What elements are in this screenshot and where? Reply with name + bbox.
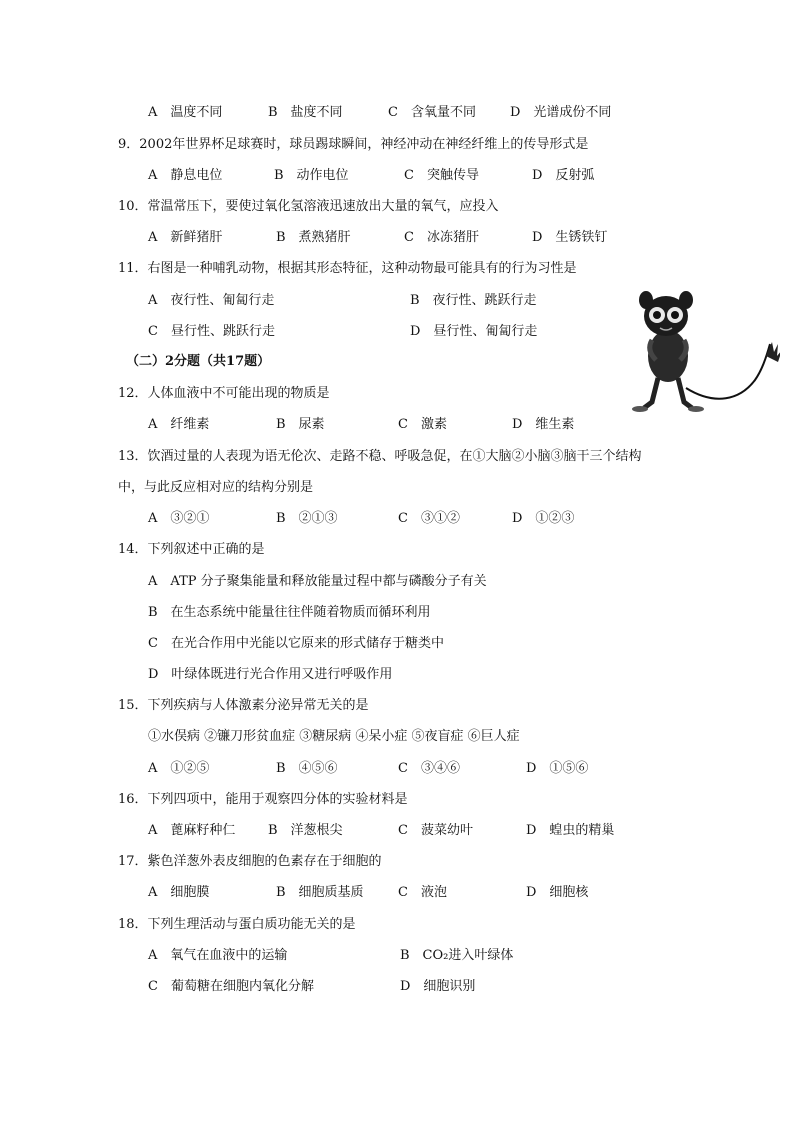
q8-option-d: D 光谱成份不同 [510,105,612,120]
q17-option-d: D 细胞核 [526,885,589,900]
q9-option-b: B 动作电位 [274,168,349,183]
mammal-figure-illustration [630,288,780,416]
q13-option-d: D ①②③ [512,511,575,526]
q9-option-c: C 突触传导 [404,168,479,183]
q13-option-a: A ③②① [148,511,210,526]
q18-stem: 18．下列生理活动与蛋白质功能无关的是 [118,917,356,932]
q14-stem: 14．下列叙述中正确的是 [118,542,265,557]
q17-option-b: B 细胞质基质 [276,885,364,900]
q16-option-a: A 蓖麻籽种仁 [148,823,236,838]
q16-option-b: B 洋葱根尖 [268,823,343,838]
q11-option-a: A 夜行性、匍匐行走 [148,293,275,308]
q10-option-b: B 煮熟猪肝 [276,230,351,245]
q17-option-a: A 细胞膜 [148,885,210,900]
q14-option-d: D 叶绿体既进行光合作用又进行呼吸作用 [148,667,393,682]
q12-option-b: B 尿素 [276,417,325,432]
q13-stem-line1: 13．饮酒过量的人表现为语无伦次、走路不稳、呼吸急促，在①大脑②小脑③脑干三个结构 [118,449,642,464]
q10-option-a: A 新鲜猪肝 [148,230,223,245]
q15-option-d: D ①⑤⑥ [526,761,589,776]
q17-stem: 17．紫色洋葱外表皮细胞的色素存在于细胞的 [118,854,382,869]
q9-option-d: D 反射弧 [532,168,595,183]
q15-stem: 15．下列疾病与人体激素分泌异常无关的是 [118,698,369,713]
q14-option-a: A ATP 分子聚集能量和释放能量过程中都与磷酸分子有关 [148,574,487,589]
q13-stem-line2: 中，与此反应相对应的结构分别是 [118,480,314,495]
q14-option-c: C 在光合作用中光能以它原来的形式储存于糖类中 [148,636,444,651]
q9-stem: 9．2002年世界杯足球赛时，球员踢球瞬间，神经冲动在神经纤维上的传导形式是 [118,137,589,152]
q10-option-d: D 生锈铁钉 [532,230,608,245]
q13-option-b: B ②①③ [276,511,338,526]
q10-stem: 10．常温常压下，要使过氧化氢溶液迅速放出大量的氧气，应投入 [118,199,499,214]
q11-stem: 11．右图是一种哺乳动物，根据其形态特征，这种动物最可能具有的行为习性是 [118,261,577,276]
q8-option-c: C 含氧量不同 [388,105,476,120]
q10-option-c: C 冰冻猪肝 [404,230,479,245]
q11-option-b: B 夜行性、跳跃行走 [410,293,537,308]
q11-option-c: C 昼行性、跳跃行走 [148,324,275,339]
q18-option-c: C 葡萄糖在细胞内氧化分解 [148,979,314,994]
q12-option-d: D 维生素 [512,417,575,432]
q14-option-b: B 在生态系统中能量往往伴随着物质而循环利用 [148,605,431,620]
q18-option-a: A 氧气在血液中的运输 [148,948,288,963]
q16-option-c: C 菠菜幼叶 [398,823,473,838]
q18-option-d: D 细胞识别 [400,979,476,994]
q16-stem: 16．下列四项中，能用于观察四分体的实验材料是 [118,792,408,807]
q11-option-d: D 昼行性、匍匐行走 [410,324,538,339]
q18-option-b: B CO₂进入叶绿体 [400,948,514,963]
q12-stem: 12．人体血液中不可能出现的物质是 [118,386,330,401]
q12-option-a: A 纤维素 [148,417,210,432]
q15-option-c: C ③④⑥ [398,761,460,776]
q15-items: ①水俣病 ②镰刀形贫血症 ③糖尿病 ④呆小症 ⑤夜盲症 ⑥巨人症 [148,729,520,744]
q8-option-b: B 盐度不同 [268,105,343,120]
q17-option-c: C 液泡 [398,885,447,900]
q8-option-a: A 温度不同 [148,105,223,120]
q15-option-a: A ①②⑤ [148,761,210,776]
q12-option-c: C 激素 [398,417,447,432]
q15-option-b: B ④⑤⑥ [276,761,338,776]
q16-option-d: D 蝗虫的精巢 [526,823,615,838]
q13-option-c: C ③①② [398,511,460,526]
q9-option-a: A 静息电位 [148,168,223,183]
section-heading: （二）2分题（共17题） [126,354,271,369]
